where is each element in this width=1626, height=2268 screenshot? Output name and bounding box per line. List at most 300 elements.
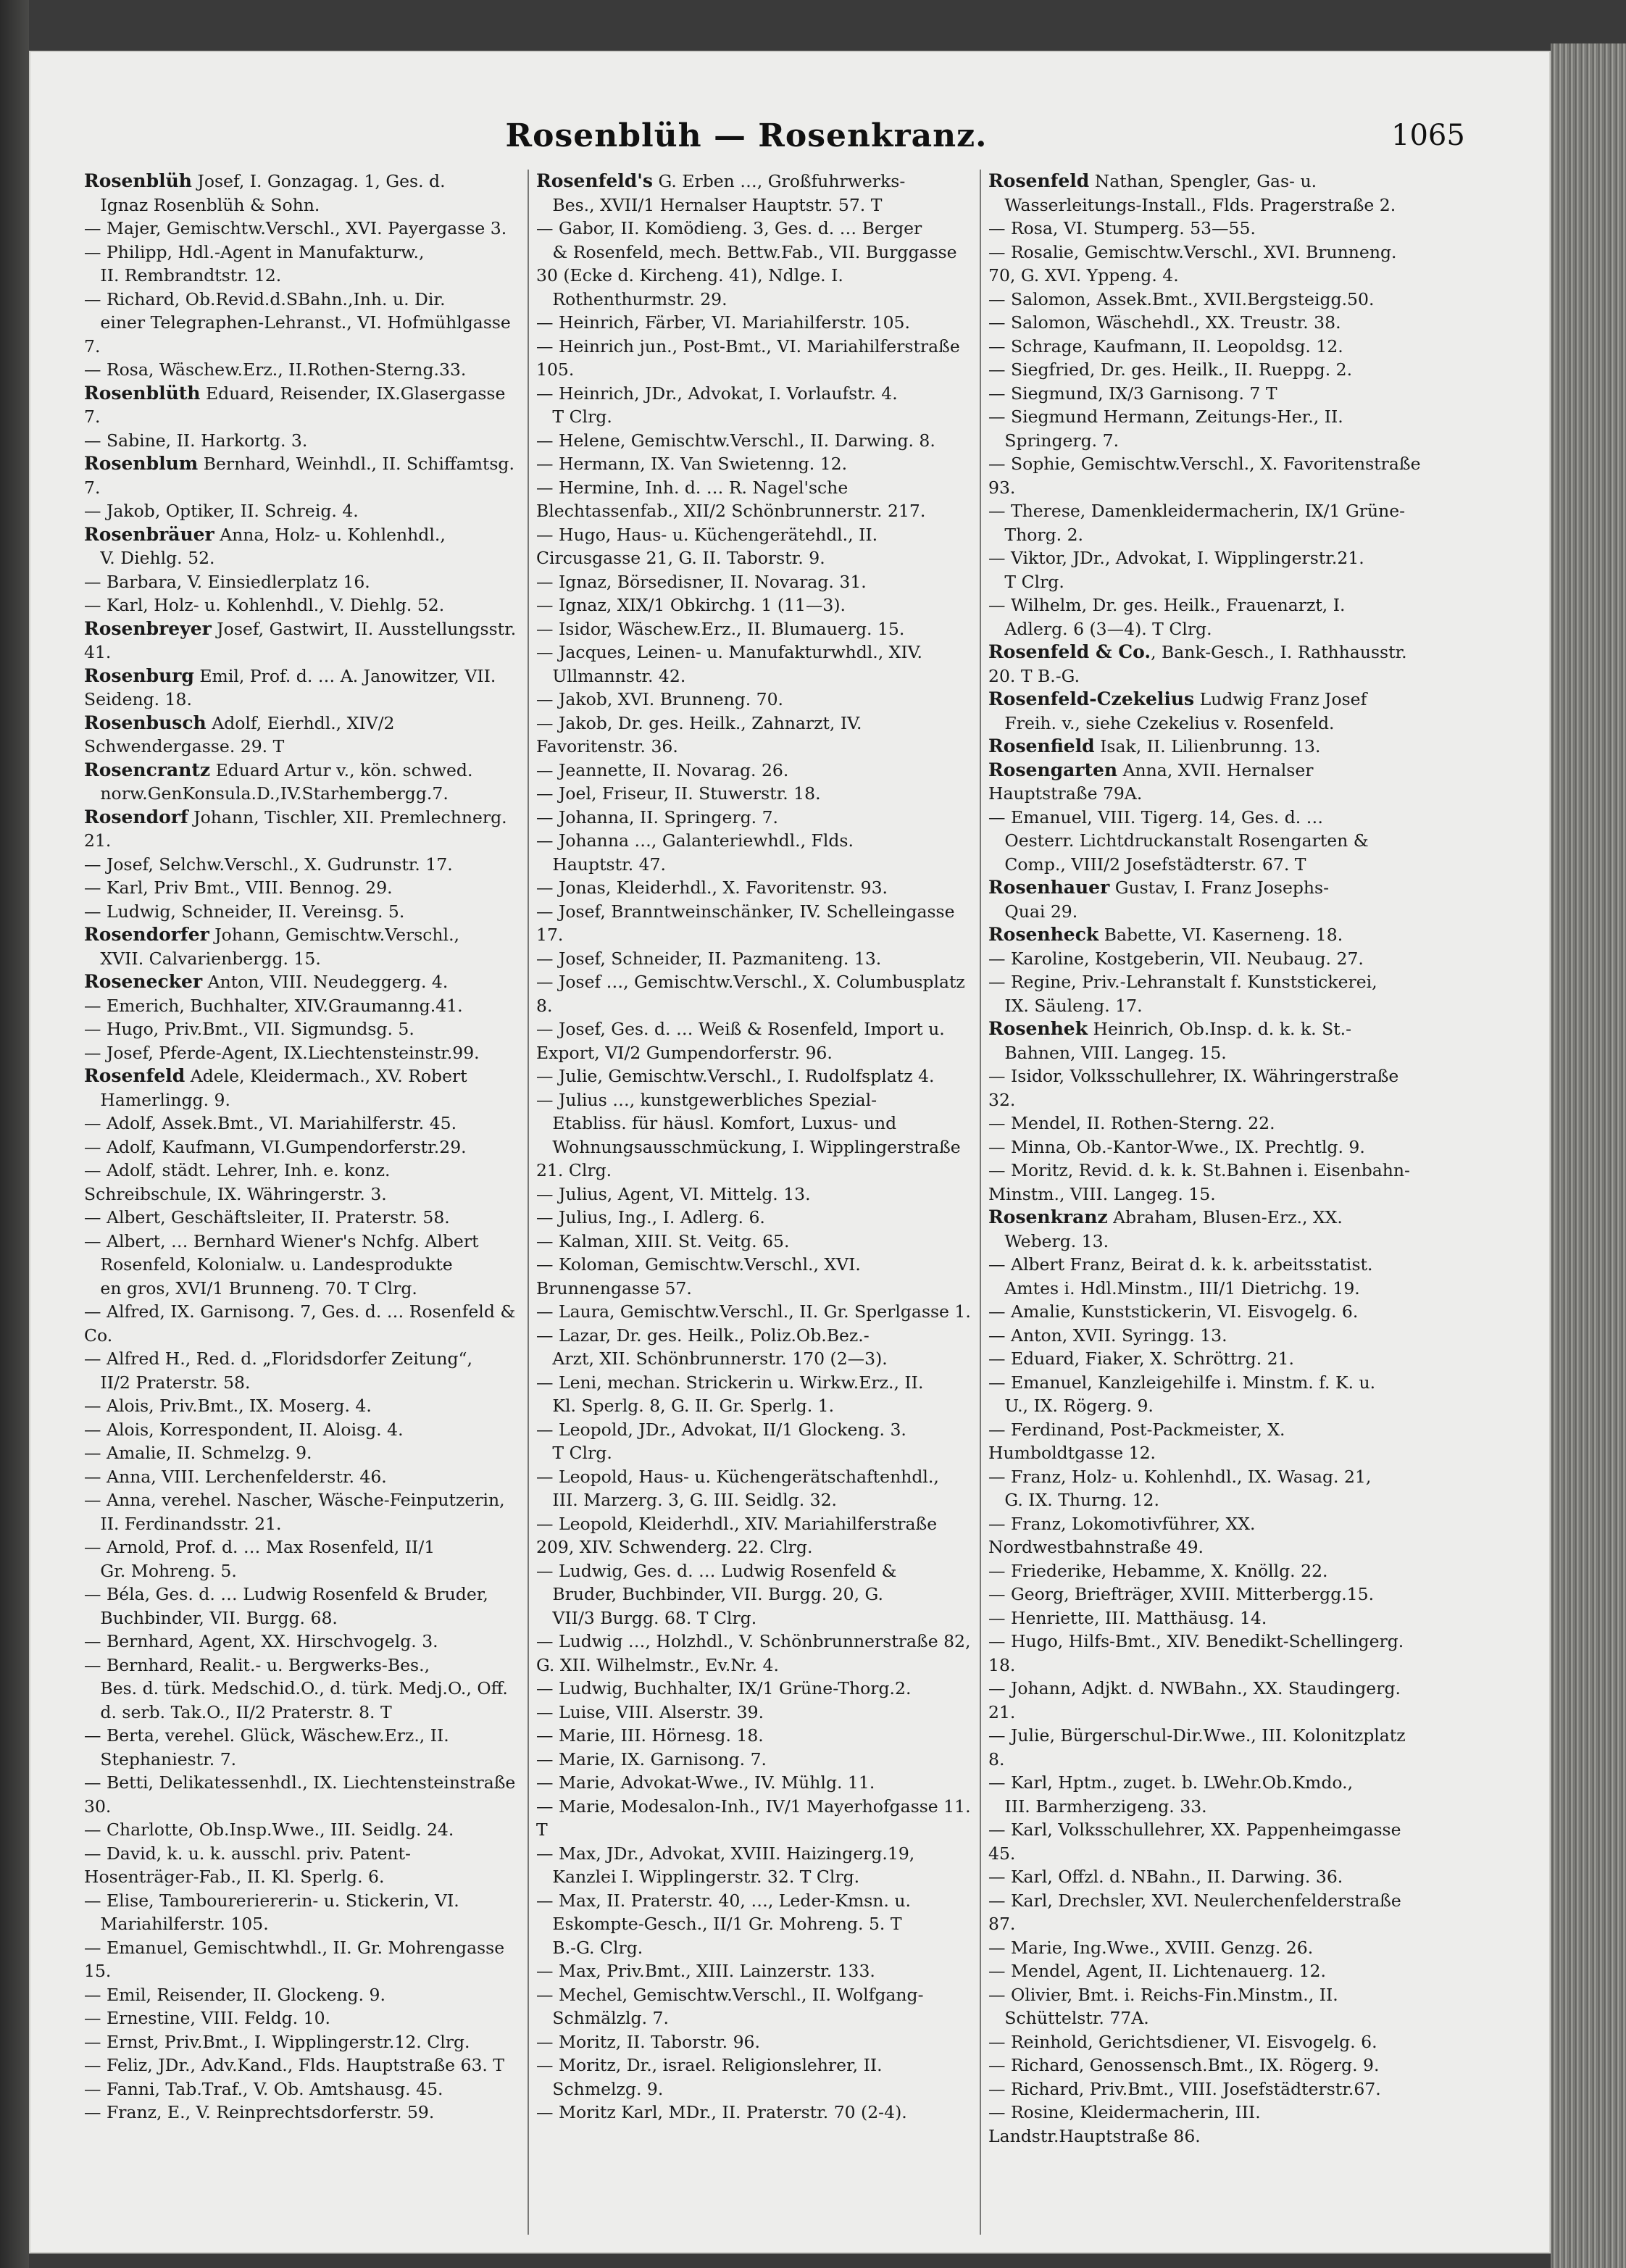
entry-text: Anna, Holz- u. Kohlenhdl., V. Diehlg. 52. [100,524,446,568]
directory-entry [988,806,1423,877]
entry-surname: Rosenkranz [988,1206,1108,1227]
entry-text: Emil, Prof. d. … A. Janowitzer, VII. Seideng. 18. [84,665,501,709]
entry-text: — Emanuel, VIII. Tigerg. 14, Ges. d. … Oesterr. Lichtdruckanstalt Rosengarten & Comp., VIII/2 Josefstädterstr. 67. T [988,806,1369,875]
entry-text: — Franz, E., V. Reinprechtsdorferstr. 59. [84,2102,435,2122]
directory-entry [84,1347,519,1394]
entry-surname: Rosenfeld-Czekelius [988,688,1195,709]
directory-entry [84,1535,519,1583]
entry-text: — Josef, Selchw.Verschl., X. Gudrunstr. 17. [84,854,453,875]
column-rule [528,170,529,2235]
entry-text: — Hugo, Priv.Bmt., VII. Sigmundsg. 5. [84,1019,414,1039]
directory-entry [988,1159,1423,1206]
entry-text: — Josef, Branntweinschänker, IV. Schelleingasse 17. [536,901,960,945]
entry-text: — Karl, Offzl. d. NBahn., II. Darwing. 36. [988,1867,1343,1887]
directory-entry [84,1583,519,1630]
directory-entry [988,1324,1423,1348]
entry-text: — Karl, Volksschullehrer, XX. Pappenheimgasse 45. [988,1819,1407,1864]
directory-entry [988,1253,1423,1300]
directory-entry [988,593,1423,641]
directory-entry [84,759,519,806]
directory-entry [536,1771,971,1795]
directory-entry [988,452,1426,499]
entry-text: — Jakob, Dr. ges. Heilk., Zahnarzt, IV. Favoritenstr. 36. [536,712,867,756]
entry-text: — Berta, verehel. Glück, Wäschew.Erz., II. Stephaniestr. 7. [84,1725,449,1769]
directory-entry [536,1889,971,1960]
directory-column-2 [536,170,977,2125]
directory-entry [536,593,971,617]
entry-text: — Moritz, II. Taborstr. 96. [536,2031,760,2052]
entry-text: — Georg, Briefträger, XVIII. Mitterbergg.15. [988,1584,1375,1604]
entry-text: — Mechel, Gemischtw.Verschl., II. Wolfgang- Schmälzlg. 7. [536,1984,924,2028]
entry-text: Adele, Kleidermach., XV. Robert Hamerlingg. 9. [100,1066,467,1110]
entry-text: — Arnold, Prof. d. … Max Rosenfeld, II/1 Gr. Mohreng. 5. [84,1537,435,1581]
entry-text: — Marie, Ing.Wwe., XVIII. Genzg. 26. [988,1937,1314,1958]
directory-entry [84,1041,519,1065]
entry-surname: Rosenfeld & Co. [988,641,1151,662]
directory-entry [988,311,1423,335]
entry-text: — Ludwig, Ges. d. … Ludwig Rosenfeld & Bruder, Buchbinder, VII. Burgg. 20, G. VII/3 Burgg. 68. T Clrg. [536,1560,897,1628]
entry-text: — Max, II. Praterstr. 40, …, Leder-Kmsn. u. Eskompte-Gesch., II/1 Gr. Mohreng. 5. T B.-G. Clrg. [536,1890,911,1958]
directory-entry [536,1088,971,1183]
entry-surname: Rosenhek [988,1018,1088,1039]
entry-text: — Ernestine, VIII. Feldg. 10. [84,2008,331,2028]
entry-text: Bernhard, Weinhdl., II. Schiffamtsg. 7. [84,454,520,498]
entry-text: — Marie, Modesalon-Inh., IV/1 Mayerhofgasse 11. T [536,1796,977,1840]
entry-text: — Emerich, Buchhalter, XIV.Graumanng.41. [84,995,463,1016]
directory-entry [84,664,519,712]
directory-entry [84,1159,519,1206]
directory-entry [84,1441,519,1465]
directory-entry [536,1418,971,1465]
entry-text: — Salomon, Wäschehdl., XX. Treustr. 38. [988,312,1341,333]
entry-text: — Heinrich jun., Post-Bmt., VI. Mariahilferstraße 105. [536,335,966,380]
entry-text: — Richard, Ob.Revid.d.SBahn.,Inh. u. Dir. einer Telegraphen-Lehranst., VI. Hofmühlgasse 7. [84,288,511,357]
directory-entry [536,570,971,594]
directory-entry [988,876,1423,923]
entry-text: — Karl, Priv Bmt., VIII. Bennog. 29. [84,877,393,898]
directory-entry [84,1818,519,1842]
book-spine-shadow [0,0,29,2268]
entry-text: — Alois, Korrespondent, II. Aloisg. 4. [84,1419,404,1440]
entry-text: — Adolf, Assek.Bmt., VI. Mariahilferstr. 45. [84,1113,457,1133]
directory-entry [988,1064,1423,1112]
entry-text: — Hermine, Inh. d. … R. Nagel'sche Blechtassenfab., XII/2 Schönbrunnerstr. 217. [536,477,926,521]
directory-entry [988,641,1423,688]
directory-entry [536,1512,971,1559]
entry-text: — Ignaz, Börsedisner, II. Novarag. 31. [536,571,867,592]
entry-text: — Franz, Lokomotivführer, XX. Nordwestbahnstraße 49. [988,1513,1261,1557]
directory-entry [988,759,1423,806]
entry-text: — Karl, Drechsler, XVI. Neulerchenfelderstraße 87. [988,1890,1407,1934]
directory-entry [84,1771,519,1818]
entry-text: Abraham, Blusen-Erz., XX. Weberg. 13. [1004,1207,1343,1251]
entry-surname: Rosenfeld [84,1065,185,1086]
entry-surname: Rosenbräuer [84,523,214,545]
directory-entry [988,1206,1423,1253]
entry-text: — Friederike, Hebamme, X. Knöllg. 22. [988,1560,1328,1581]
directory-entry [536,876,971,900]
directory-entry [536,782,971,806]
directory-entry [536,217,971,311]
entry-text: — Helene, Gemischtw.Verschl., II. Darwing. 8. [536,430,935,451]
entry-text: Eduard Artur v., kön. schwed. norw.GenKonsula.D.,IV.Starhembergg.7. [100,759,473,804]
entry-text: — Jonas, Kleiderhdl., X. Favoritenstr. 93. [536,877,888,898]
directory-entry [988,2101,1423,2148]
directory-entry [988,1112,1423,1135]
entry-text: — Josef, Pferde-Agent, IX.Liechtensteinstr.99. [84,1042,480,1063]
directory-entry [536,170,971,217]
entry-text: — Hugo, Haus- u. Küchengerätehdl., II. Circusgasse 21, G. II. Taborstr. 9. [536,524,883,568]
entry-text: — Anna, verehel. Nascher, Wäsche-Feinputzerin, II. Ferdinandsstr. 21. [84,1490,505,1534]
entry-text: — Josef …, Gemischtw.Verschl., X. Columbusplatz 8. [536,972,971,1016]
entry-text: — Julius …, kunstgewerbliches Spezial- Etabliss. für häusl. Komfort, Luxus- und Wohnungsausschmückung, I. Wipplingerstraße 21. Clrg. [536,1089,961,1180]
column-rule [980,170,981,2235]
entry-text: — Majer, Gemischtw.Verschl., XVI. Payergasse 3. [84,218,507,238]
entry-text: — Charlotte, Ob.Insp.Wwe., III. Seidlg. 24. [84,1819,454,1840]
directory-entry [988,1347,1423,1371]
entry-text: — Fanni, Tab.Traf., V. Ob. Amtshausg. 45. [84,2078,443,2099]
directory-entry [536,712,971,759]
directory-entry [536,688,971,712]
entry-text: — Adolf, städt. Lehrer, Inh. e. konz. Schreibschule, IX. Währingerstr. 3. [84,1160,396,1204]
entry-text: — Alfred H., Red. d. „Floridsdorfer Zeitung“, II/2 Praterstr. 58. [84,1348,473,1393]
entry-text: — Marie, IX. Garnisong. 7. [536,1748,767,1769]
directory-entry [84,853,519,877]
entry-text: — Elise, Tamboureriererin- u. Stickerin, VI. Mariahilferstr. 105. [84,1890,459,1934]
directory-entry [84,1889,519,1936]
entry-text: — Salomon, Assek.Bmt., XVII.Bergsteigg.50. [988,288,1375,309]
entry-text: — Emil, Reisender, II. Glockeng. 9. [84,1984,385,2005]
entry-text: — Max, JDr., Advokat, XVIII. Haizingerg.19, Kanzlei I. Wipplingerstr. 32. T Clrg. [536,1843,915,1887]
entry-text: — Albert Franz, Beirat d. k. k. arbeitsstatist. Amtes i. Hdl.Minstm., III/1 Dietrichg. 19. [988,1254,1373,1298]
directory-entry [988,1512,1423,1559]
directory-entry [988,335,1423,359]
directory-entry [988,2030,1423,2054]
entry-text: — Feliz, JDr., Adv.Kand., Flds. Hauptstraße 63. T [84,2055,505,2075]
directory-entry [84,217,519,241]
entry-text: — Emanuel, Gemischtwhdl., II. Gr. Mohrengasse 15. [84,1937,510,1981]
entry-text: Adolf, Eierhdl., XIV/2 Schwendergasse. 29. T [84,712,400,756]
directory-entry [536,523,971,570]
entry-text: — Mendel, II. Rothen-Sterng. 22. [988,1113,1275,1133]
entry-text: — Jakob, XVI. Brunneng. 70. [536,689,784,709]
entry-text: — Regine, Priv.-Lehranstalt f. Kunststickerei, IX. Säuleng. 17. [988,972,1377,1016]
directory-entry [988,358,1423,382]
directory-entry [988,1606,1423,1630]
entry-surname: Rosengarten [988,759,1118,780]
directory-entry [84,1135,519,1159]
directory-entry [536,829,971,876]
entry-text: — Ludwig …, Holzhdl., V. Schönbrunnerstraße 82, G. XII. Wilhelmstr., Ev.Nr. 4. [536,1631,976,1675]
entry-text: — Barbara, V. Einsiedlerplatz 16. [84,571,370,592]
entry-text: — Jeannette, II. Novarag. 26. [536,759,789,780]
directory-entry [988,735,1423,759]
entry-text: Eduard, Reisender, IX.Glasergasse 7. [84,383,511,427]
entry-text: — Franz, Holz- u. Kohlenhdl., IX. Wasag. 21, G. IX. Thurng. 12. [988,1466,1372,1510]
entry-text: — Amalie, Kunststickerin, VI. Eisvogelg. 6. [988,1301,1359,1322]
directory-entry [84,2030,519,2054]
entry-surname: Rosenbreyer [84,617,212,639]
directory-entry [84,452,519,499]
directory-entry [536,1677,971,1701]
entry-text: — Isidor, Volksschullehrer, IX. Währingerstraße 32. [988,1066,1404,1110]
directory-entry [536,1748,971,1772]
directory-entry [536,1371,971,1418]
directory-entry [536,2101,971,2125]
directory-entry [988,1465,1423,1512]
directory-entry [536,759,971,783]
directory-entry [988,546,1423,593]
directory-entry [84,1654,519,1725]
directory-entry [84,1465,519,1489]
directory-entry [536,1183,971,1206]
entry-text: — Minna, Ob.-Kantor-Wwe., IX. Prechtlg. 9. [988,1136,1365,1157]
directory-entry [988,1959,1423,1983]
entry-text: — Béla, Ges. d. … Ludwig Rosenfeld & Bruder, Buchbinder, VII. Burgg. 68. [84,1584,488,1628]
directory-entry [536,1795,977,1842]
directory-entry [84,970,519,994]
entry-text: — Kalman, XIII. St. Veitg. 65. [536,1230,790,1251]
directory-entry [536,1559,971,1630]
directory-entry [84,2077,519,2101]
directory-page [29,51,1551,2254]
directory-entry [988,2054,1423,2077]
directory-entry [84,1630,519,1654]
directory-entry [536,452,971,476]
entry-text: — Olivier, Bmt. i. Reichs-Fin.Minstm., II. Schüttelstr. 77A. [988,1984,1338,2028]
entry-text: — Emanuel, Kanzleigehilfe i. Minstm. f. K. u. U., IX. Rögerg. 9. [988,1372,1376,1416]
directory-entry [536,1017,971,1064]
directory-entry [988,1936,1423,1960]
entry-text: — Bernhard, Realit.- u. Bergwerks-Bes., Bes. d. türk. Medschid.O., d. türk. Medj.O., Off. d. serb. Tak.O., II/2 Praterstr. 8. T [84,1654,508,1722]
directory-entry [536,1206,971,1230]
entry-text: Johann, Gemischtw.Verschl., XVII. Calvarienbergg. 15. [100,925,460,969]
entry-text: Ludwig Franz Josef Freih. v., siehe Czekelius v. Rosenfeld. [1004,689,1367,733]
entry-text: — Richard, Genossensch.Bmt., IX. Rögerg. 9. [988,2055,1380,2075]
entry-text: — Karl, Hptm., zuget. b. LWehr.Ob.Kmdo., III. Barmherzigeng. 33. [988,1772,1354,1817]
directory-entry [988,1583,1423,1606]
directory-entry [536,1253,971,1300]
entry-text: — Ignaz, XIX/1 Obkirchg. 1 (11—3). [536,595,846,615]
entry-text: — Siegmund Hermann, Zeitungs-Her., II. Springerg. 7. [988,407,1343,451]
directory-entry [988,288,1423,312]
entry-text: — Viktor, JDr., Advokat, I. Wipplingerstr.21. T Clrg. [988,548,1364,592]
directory-entry [84,358,519,382]
entry-surname: Rosencrantz [84,759,211,780]
directory-entry [536,382,971,429]
directory-entry [988,1630,1423,1677]
entry-text: — Karoline, Kostgeberin, VII. Neubaug. 27. [988,948,1364,969]
entry-text: — Heinrich, JDr., Advokat, I. Vorlaufstr. 4. T Clrg. [536,383,898,427]
entry-text: — Julius, Ing., I. Adlerg. 6. [536,1207,765,1227]
entry-text: G. Erben …, Großfuhrwerks- Bes., XVII/1 Hernalser Hauptstr. 57. T [552,171,906,215]
entry-surname: Rosenfeld [988,170,1090,191]
directory-entry [988,1418,1423,1465]
entry-text: — Johanna …, Galanteriewhdl., Flds. Hauptstr. 47. [536,830,854,875]
directory-entry [988,1017,1423,1064]
directory-entry [536,806,971,830]
directory-entry [536,311,971,335]
entry-text: — Leni, mechan. Strickerin u. Wirkw.Erz., II. Kl. Sperlg. 8, G. II. Gr. Sperlg. 1. [536,1372,924,1416]
directory-entry [84,1488,519,1535]
directory-entry [536,2030,971,2054]
entry-text: — Leopold, JDr., Advokat, II/1 Glockeng. 3. T Clrg. [536,1419,906,1463]
entry-text: — Ludwig, Buchhalter, IX/1 Grüne-Thorg.2. [536,1678,912,1698]
directory-entry [84,170,519,217]
entry-text: — Amalie, II. Schmelzg. 9. [84,1443,312,1463]
entry-text: — Ferdinand, Post-Packmeister, X. Humboldtgasse 12. [988,1419,1291,1463]
directory-entry [84,288,519,359]
directory-column-3 [988,170,1426,2148]
directory-entry [84,382,519,429]
directory-entry [988,1724,1423,1771]
page-edges [1551,43,1626,2268]
entry-text: — Ernst, Priv.Bmt., I. Wipplingerstr.12. Clrg. [84,2031,470,2052]
entry-text: — Wilhelm, Dr. ges. Heilk., Frauenarzt, I. Adlerg. 6 (3—4). T Clrg. [988,595,1346,639]
entry-text: Josef, Gastwirt, II. Ausstellungsstr. 41. [84,618,522,662]
entry-text: — Reinhold, Gerichtsdiener, VI. Eisvogelg. 6. [988,2031,1377,2052]
directory-entry [988,1889,1423,1936]
entry-text: — Isidor, Wäschew.Erz., II. Blumauerg. 15. [536,618,905,639]
directory-entry [84,923,519,970]
directory-entry [988,1300,1423,1324]
entry-text: Gustav, I. Franz Josephs- Quai 29. [1004,877,1330,922]
directory-entry [536,947,971,971]
entry-text: Johann, Tischler, XII. Premlechnerg. 21. [84,806,513,851]
directory-entry [988,688,1423,735]
directory-entry [988,241,1423,288]
entry-text: — Joel, Friseur, II. Stuwerstr. 18. [536,783,821,804]
entry-text: — Rosalie, Gemischtw.Verschl., XVI. Brunneng. 70, G. XVI. Yppeng. 4. [988,241,1402,285]
entry-text: Anna, XVII. Hernalser Hauptstraße 79A. [988,759,1319,804]
directory-entry [84,806,519,853]
entry-text: — Henriette, III. Matthäusg. 14. [988,1607,1267,1628]
directory-entry [84,429,519,453]
entry-text: — Max, Priv.Bmt., XIII. Lainzerstr. 133. [536,1961,875,1981]
entry-surname: Rosenburg [84,664,194,686]
entry-text: — Johanna, II. Springerg. 7. [536,806,779,827]
directory-entry [84,1112,519,1135]
directory-entry [988,1983,1423,2030]
directory-entry [536,1983,971,2030]
directory-entry [988,1559,1423,1583]
directory-entry [84,2101,519,2125]
directory-entry [536,1324,971,1371]
entry-text: Josef, I. Gonzagag. 1, Ges. d. Ignaz Rosenblüh & Sohn. [100,171,446,215]
directory-entry [988,1371,1423,1418]
entry-text: — Ludwig, Schneider, II. Vereinsg. 5. [84,901,405,922]
entry-text: — Bernhard, Agent, XX. Hirschvogelg. 3. [84,1631,438,1651]
page-header [29,117,1551,161]
entry-text: — Koloman, Gemischtw.Verschl., XVI. Brunnengasse 57. [536,1254,867,1298]
directory-entry [536,1230,971,1254]
entry-text: — Julie, Bürgerschul-Dir.Wwe., III. Kolonitzplatz 8. [988,1725,1412,1769]
entry-text: — David, k. u. k. ausschl. priv. Patent-Hosenträger-Fab., II. Kl. Sperlg. 6. [84,1843,411,1887]
directory-entry [536,1300,971,1324]
entry-text: — Albert, Geschäftsleiter, II. Praterstr. 58. [84,1207,450,1227]
entry-text: — Eduard, Fiaker, X. Schröttrg. 21. [988,1348,1295,1369]
entry-surname: Rosenecker [84,971,203,992]
directory-entry [988,1677,1423,1724]
entry-text: — Alfred, IX. Garnisong. 7, Ges. d. … Rosenfeld & Co. [84,1301,521,1346]
entry-text: — Marie, III. Hörnesg. 18. [536,1725,764,1746]
entry-text: — Albert, … Bernhard Wiener's Nchfg. Albert Rosenfeld, Kolonialw. u. Landesprodukte en gros, XVI/1 Brunneng. 70. T Clrg. [84,1230,479,1298]
directory-entry [84,1230,519,1301]
entry-surname: Rosenblüh [84,170,192,191]
directory-entry [84,593,519,617]
directory-entry [988,1818,1423,1865]
entry-text: — Betti, Delikatessenhdl., IX. Liechtensteinstraße 30. [84,1772,521,1817]
entry-text: Nathan, Spengler, Gas- u. Wasserleitungs-Install., Flds. Pragerstraße 2. [1004,171,1396,215]
directory-entry [988,499,1423,546]
entry-text: — Moritz, Dr., israel. Religionslehrer, II. Schmelzg. 9. [536,2055,883,2099]
entry-text: — Richard, Priv.Bmt., VIII. Josefstädterstr.67. [988,2078,1381,2099]
entry-text: — Moritz, Revid. d. k. k. St.Bahnen i. Eisenbahn-Minstm., VIII. Langeg. 15. [988,1160,1410,1204]
entry-text: — Anna, VIII. Lerchenfelderstr. 46. [84,1466,387,1487]
entry-text: , Bank-Gesch., I. Rathhausstr. 20. T B.-G. [988,642,1413,686]
directory-entry [84,499,519,523]
entry-text: — Philipp, Hdl.-Agent in Manufakturw., II. Rembrandtstr. 12. [84,241,425,285]
directory-entry [84,994,519,1018]
entry-text: — Luise, VIII. Alserstr. 39. [536,1701,764,1722]
directory-entry [536,429,971,453]
entry-text: — Alois, Priv.Bmt., IX. Moserg. 4. [84,1396,372,1416]
entry-text: — Sophie, Gemischtw.Verschl., X. Favoritenstraße 93. [988,454,1426,498]
entry-surname: Rosenheck [988,924,1099,945]
directory-entry [536,617,971,641]
directory-entry [84,2006,519,2030]
entry-text: — Julius, Agent, VI. Mittelg. 13. [536,1183,811,1204]
entry-surname: Rosendorf [84,806,188,827]
directory-entry [988,923,1423,947]
entry-surname: Rosenfield [988,735,1095,756]
directory-entry [84,1842,519,1889]
directory-entry [536,476,971,523]
entry-text: — Heinrich, Färber, VI. Mariahilferstr. 105. [536,312,910,333]
entry-text: — Gabor, II. Komödieng. 3, Ges. d. … Berger & Rosenfeld, mech. Bettw.Fab., VII. Burggasse 30 (Ecke d. Kircheng. 41), Ndlge. I. Rothenthurmstr. 29. [536,218,957,309]
entry-text: — Julie, Gemischtw.Verschl., I. Rudolfsplatz 4. [536,1066,935,1086]
directory-entry [988,947,1423,971]
entry-text: — Siegmund, IX/3 Garnisong. 7 T [988,383,1277,404]
directory-entry [84,1936,519,1983]
page-number: 1065 [1391,119,1465,152]
entry-text: — Rosa, VI. Stumperg. 53—55. [988,218,1256,238]
directory-entry [988,382,1423,406]
directory-entry [84,241,519,288]
directory-entry [84,570,519,594]
directory-entry [988,1771,1423,1818]
directory-entry [84,1724,519,1771]
directory-entry [988,170,1423,217]
entry-text: — Mendel, Agent, II. Lichtenauerg. 12. [988,1961,1326,1981]
entry-text: — Jacques, Leinen- u. Manufakturwhdl., XIV. Ullmannstr. 42. [536,642,923,686]
directory-entry [84,900,519,924]
directory-entry [84,876,519,900]
directory-entry [84,1064,519,1112]
entry-text: — Moritz Karl, MDr., II. Praterstr. 70 (2-4). [536,2102,907,2122]
directory-entry [988,217,1423,241]
entry-text: — Hermann, IX. Van Swietenng. 12. [536,454,848,474]
directory-column-1 [84,170,522,2125]
directory-entry [84,1300,519,1347]
entry-surname: Rosenfeld's [536,170,653,191]
directory-entry [988,1135,1423,1159]
directory-entry [84,1983,519,2007]
directory-entry [84,1394,519,1418]
entry-text: Babette, VI. Kaserneng. 18. [1098,925,1343,945]
entry-text: — Laura, Gemischtw.Verschl., II. Gr. Sperlgasse 1. [536,1301,971,1322]
entry-text: Heinrich, Ob.Insp. d. k. k. St.- Bahnen, VIII. Langeg. 15. [1004,1019,1352,1063]
